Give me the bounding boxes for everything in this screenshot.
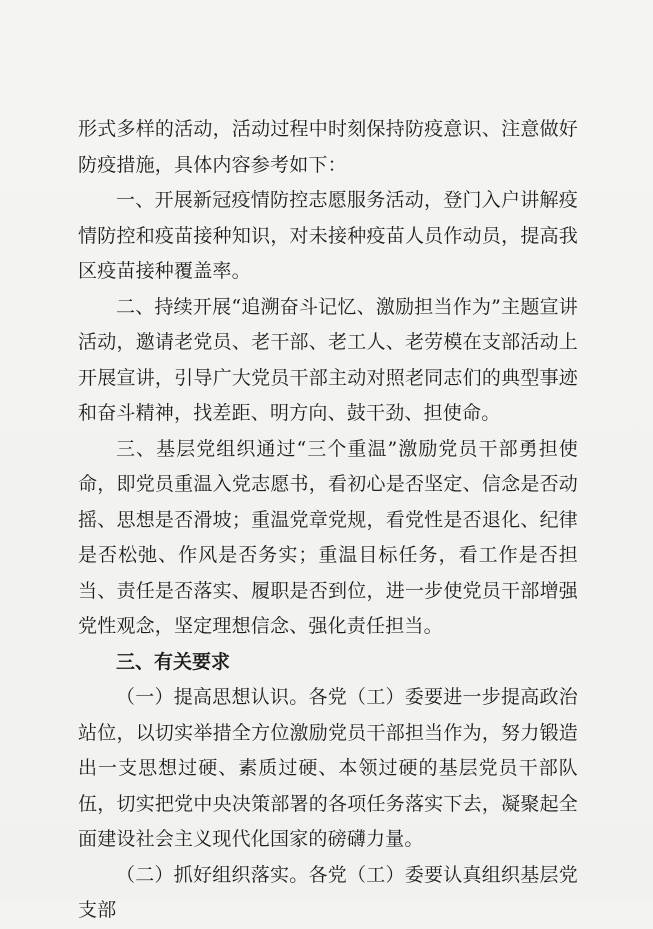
paragraph-item-3: 三、基层党组织通过“三个重温”激励党员干部勇担使命，即党员重温入党志愿书，看初心是否坚定、信念是否动摇、思想是否滑坡；重温党章党规，看党性是否退化、纪律是否松弛、作风是否务实；重温目标任务，看工作是否担当、责任是否落实、履职是否到位，进一步使党员干部增强党性观念，坚定理想信念、强化责任担当。	[78, 437, 578, 637]
paragraph-intro: 形式多样的活动，活动过程中时刻保持防疫意识、注意做好防疫措施，具体内容参考如下：	[78, 118, 578, 176]
paragraph-item-2: 二、持续开展“追溯奋斗记忆、激励担当作为”主题宣讲活动，邀请老党员、老干部、老工人、老劳模在支部活动上开展宣讲，引导广大党员干部主动对照老同志们的典型事迹和奋斗精神，找差距、明方向、鼓干劲、担使命。	[78, 295, 578, 424]
paragraph-requirement-1: （一）提高思想认识。各党（工）委要进一步提高政治站位，以切实举措全方位激励党员干部担当作为，努力锻造出一支思想过硬、素质过硬、本领过硬的基层党员干部队伍，切实把党中央决策部署的各项任务落实下去，凝聚起全面建设社会主义现代化国家的磅礴力量。	[78, 686, 578, 850]
paragraph-item-1: 一、开展新冠疫情防控志愿服务活动，登门入户讲解疫情防控和疫苗接种知识，对未接种疫苗人员作动员，提高我区疫苗接种覆盖率。	[78, 189, 578, 282]
section-heading: 三、有关要求	[116, 650, 231, 673]
document-body	[78, 112, 578, 929]
paragraph-requirement-2: （二）抓好组织落实。各党（工）委要认真组织基层党支部	[78, 863, 578, 921]
